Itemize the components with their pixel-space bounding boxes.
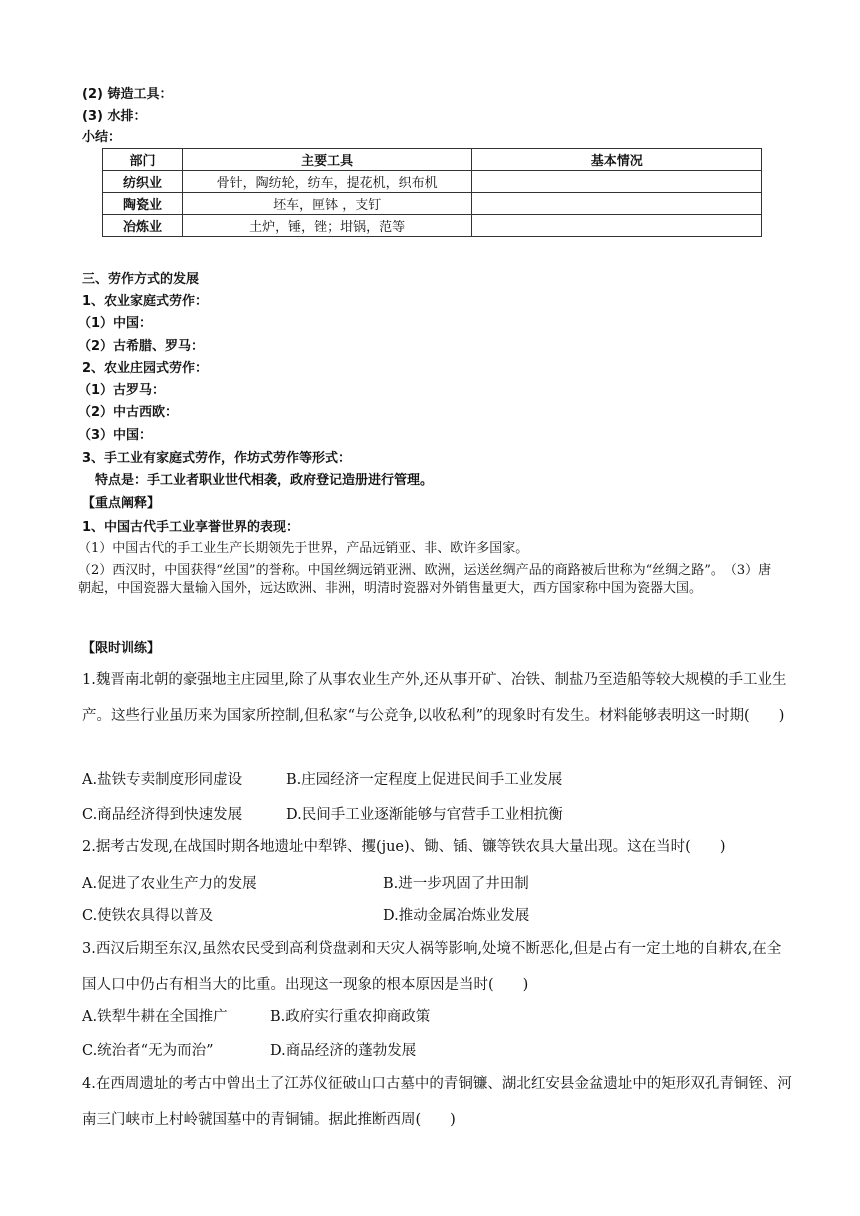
question-3-stem: 3.西汉后期至东汉,虽然农民受到高利贷盘剥和天灾人祸等影响,处境不断恶化,但是占有一定土地的自耕农,在全国人口中仍占有相当大的比重。出现这一现象的根本原因是当时( ) [82, 941, 782, 993]
table-row [103, 171, 762, 193]
focus-paragraph-2: （2）西汉时，中国获得“丝国”的誉称。中国丝绸远销亚洲、欧洲，运送丝绸产品的商路被后世称为“丝绸之路”。 （3）唐朝起，中国瓷器大量输入国外，远达欧洲、非洲，明清时瓷器对外销售量更大，西方国家称中国为瓷器大国。 [78, 563, 772, 596]
question-4-stem: 4.在西周遗址的考古中曾出土了江苏仪征破山口古墓中的青铜镰、湖北红安县金盆遗址中的矩形双孔青铜铚、河南三门峡市上村岭虢国墓中的青铜铺。据此推断西周( ) [82, 1076, 792, 1128]
section-item: （1）古罗马： [78, 383, 166, 398]
cell-dept: 冶炼业 [103, 215, 183, 237]
section-item: 特点是：手工业者职业世代相袭，政府登记造册进行管理。 [82, 473, 434, 488]
section-item: （1）中国： [78, 316, 153, 331]
section-item: 3、手工业有家庭式劳作，作坊式劳作等形式： [82, 451, 352, 466]
line-water-bellows: (3) 水排： [82, 109, 147, 124]
cell-dept: 纺织业 [103, 171, 183, 193]
section-item: 1、农业家庭式劳作： [82, 294, 209, 309]
question-3-option-d: D.商品经济的蓬勃发展 [270, 1043, 417, 1059]
table-header-row [103, 149, 762, 171]
cell-info [472, 215, 762, 237]
question-2-option-b: B.进一步巩固了井田制 [383, 876, 529, 892]
section-item: 2、农业庄园式劳作： [82, 361, 209, 376]
table-row [103, 215, 762, 237]
question-1-option-b: B.庄园经济一定程度上促进民间手工业发展 [286, 772, 563, 788]
question-3-option-b: B.政府实行重农抑商政策 [270, 1009, 431, 1025]
table-row [103, 193, 762, 215]
cell-dept: 陶瓷业 [103, 193, 183, 215]
question-1-option-d: D.民间手工业逐渐能够与官营手工业相抗衡 [286, 807, 563, 823]
question-2-option-d: D.推动金属冶炼业发展 [383, 908, 530, 924]
question-1-stem: 1.魏晋南北朝的豪强地主庄园里,除了从事农业生产外,还从事开矿、冶铁、制盐乃至造船等较大规模的手工业生产。这些行业虽历来为国家所控制,但私家“与公竞争,以收私利”的现象时有发生。材料能够表明这一时期( ) [82, 672, 787, 724]
line-summary-label: 小结： [82, 130, 122, 145]
header-info: 基本情况 [472, 149, 762, 171]
question-3-option-a: A.铁犁牛耕在全国推广 [82, 1009, 228, 1025]
header-tools: 主要工具 [182, 149, 472, 171]
cell-info [472, 171, 762, 193]
question-2-option-c: C.使铁农具得以普及 [82, 908, 214, 924]
question-2-option-a: A.促进了农业生产力的发展 [82, 876, 257, 892]
cell-tools: 坯车，匣钵 ，支钉 [182, 193, 472, 215]
focus-subtitle: 1、中国古代手工业享誉世界的表现： [82, 520, 300, 535]
question-2-stem: 2.据考古发现,在战国时期各地遗址中犁铧、攫(jue)、锄、锸、镰等铁农具大量出现。这在当时( ) [82, 839, 726, 855]
summary-table [102, 148, 762, 237]
section-item: （3）中国： [78, 428, 153, 443]
cell-tools: 骨针，陶纺轮，纺车，提花机，织布机 [182, 171, 472, 193]
focus-paragraph-1: （1）中国古代的手工业生产长期领先于世界，产品远销亚、非、欧许多国家。 [78, 541, 529, 556]
focus-title: 【重点阐释】 [82, 496, 161, 511]
question-1-option-a: A.盐铁专卖制度形同虚设 [82, 772, 243, 788]
section-item: （2）古希腊、罗马： [78, 339, 205, 354]
question-3-option-c: C.统治者“无为而治” [82, 1043, 214, 1059]
cell-info [472, 193, 762, 215]
question-1-option-c: C.商品经济得到快速发展 [82, 807, 243, 823]
section-title: 三、劳作方式的发展 [82, 272, 200, 287]
line-casting-tools: (2) 铸造工具： [82, 87, 173, 102]
header-dept: 部门 [103, 149, 183, 171]
cell-tools: 土炉，锤，锉；坩锅，范等 [182, 215, 472, 237]
training-title: 【限时训练】 [82, 641, 161, 656]
section-item: （2）中古西欧： [78, 405, 179, 420]
